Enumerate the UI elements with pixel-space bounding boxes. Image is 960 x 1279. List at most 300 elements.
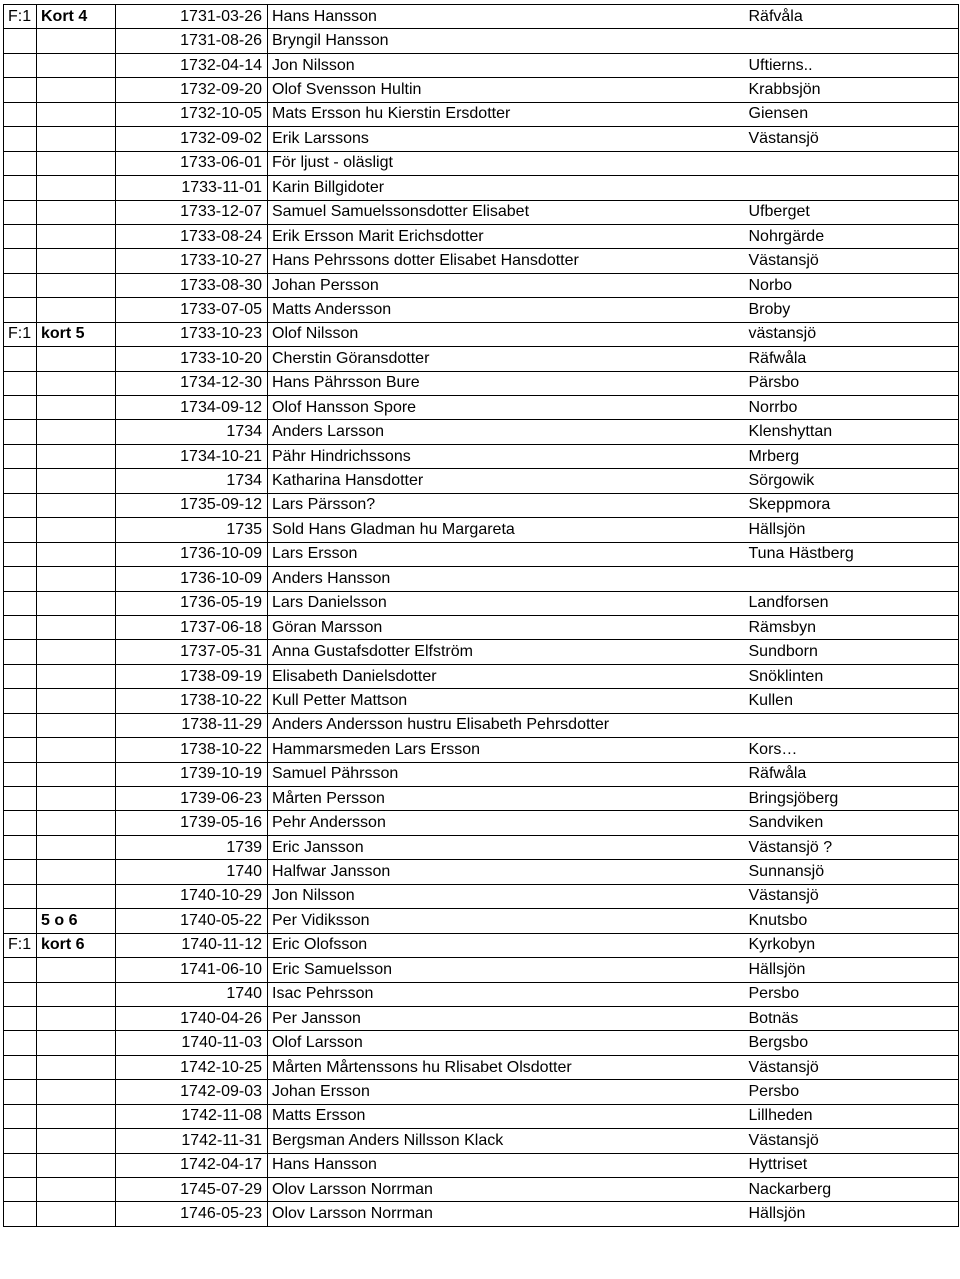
date-cell: 1737-06-18: [116, 615, 268, 639]
table-row: [4, 102, 959, 126]
name-cell: Kull Petter Mattson: [268, 689, 745, 713]
card-cell: [37, 664, 116, 688]
table-row: [4, 1104, 959, 1128]
table-row: [4, 469, 959, 493]
place-cell: Hällsjön: [745, 1202, 959, 1226]
table-row: [4, 615, 959, 639]
ref-cell: [4, 615, 37, 639]
name-cell: Halfwar Jansson: [268, 860, 745, 884]
name-cell: Eric Jansson: [268, 835, 745, 859]
ref-cell: [4, 567, 37, 591]
name-cell: Isac Pehrsson: [268, 982, 745, 1006]
place-cell: Persbo: [745, 1080, 959, 1104]
date-cell: 1736-05-19: [116, 591, 268, 615]
table-row: [4, 860, 959, 884]
name-cell: Samuel Pährsson: [268, 762, 745, 786]
table-row: [4, 982, 959, 1006]
date-cell: 1740: [116, 982, 268, 1006]
place-cell: Sundborn: [745, 640, 959, 664]
ref-cell: [4, 958, 37, 982]
date-cell: 1741-06-10: [116, 958, 268, 982]
ref-cell: [4, 762, 37, 786]
name-cell: Pehr Andersson: [268, 811, 745, 835]
card-cell: [37, 347, 116, 371]
card-cell: [37, 420, 116, 444]
place-cell: Tuna Hästberg: [745, 542, 959, 566]
card-cell: [37, 567, 116, 591]
date-cell: 1734-10-21: [116, 444, 268, 468]
place-cell: Snöklinten: [745, 664, 959, 688]
place-cell: Skeppmora: [745, 493, 959, 517]
card-cell: [37, 298, 116, 322]
ref-cell: [4, 811, 37, 835]
date-cell: 1733-08-30: [116, 273, 268, 297]
table-row: [4, 1178, 959, 1202]
name-cell: Eric Olofsson: [268, 933, 745, 957]
date-cell: 1731-08-26: [116, 29, 268, 53]
date-cell: 1731-03-26: [116, 5, 268, 29]
name-cell: Sold Hans Gladman hu Margareta: [268, 518, 745, 542]
name-cell: Bryngil Hansson: [268, 29, 745, 53]
ref-cell: [4, 591, 37, 615]
place-cell: [745, 713, 959, 737]
name-cell: Anders Andersson hustru Elisabeth Pehrsdotter: [268, 713, 745, 737]
ref-cell: [4, 53, 37, 77]
ref-cell: [4, 909, 37, 933]
table-row: [4, 909, 959, 933]
place-cell: Sandviken: [745, 811, 959, 835]
date-cell: 1746-05-23: [116, 1202, 268, 1226]
date-cell: 1736-10-09: [116, 567, 268, 591]
date-cell: 1733-11-01: [116, 176, 268, 200]
card-cell: [37, 640, 116, 664]
date-cell: 1745-07-29: [116, 1178, 268, 1202]
ref-cell: [4, 493, 37, 517]
place-cell: Västansjö: [745, 1129, 959, 1153]
table-row: [4, 762, 959, 786]
place-cell: Västansjö ?: [745, 835, 959, 859]
date-cell: 1734: [116, 469, 268, 493]
place-cell: [745, 151, 959, 175]
date-cell: 1732-10-05: [116, 102, 268, 126]
ref-cell: [4, 1104, 37, 1128]
name-cell: Olov Larsson Norrman: [268, 1202, 745, 1226]
card-cell: Kort 4: [37, 5, 116, 29]
date-cell: 1739-06-23: [116, 787, 268, 811]
card-cell: [37, 200, 116, 224]
name-cell: Pähr Hindrichssons: [268, 444, 745, 468]
table-row: [4, 1006, 959, 1030]
name-cell: Lars Ersson: [268, 542, 745, 566]
table-row: [4, 664, 959, 688]
place-cell: Norrbo: [745, 396, 959, 420]
card-cell: [37, 493, 116, 517]
table-row: [4, 542, 959, 566]
place-cell: Räfvåla: [745, 5, 959, 29]
name-cell: Olof Svensson Hultin: [268, 78, 745, 102]
date-cell: 1738-10-22: [116, 738, 268, 762]
table-row: [4, 29, 959, 53]
place-cell: Hällsjön: [745, 958, 959, 982]
name-cell: För ljust - oläsligt: [268, 151, 745, 175]
ref-cell: [4, 542, 37, 566]
card-cell: [37, 1031, 116, 1055]
place-cell: Kyrkobyn: [745, 933, 959, 957]
date-cell: 1737-05-31: [116, 640, 268, 664]
date-cell: 1734: [116, 420, 268, 444]
ref-cell: [4, 298, 37, 322]
ref-cell: [4, 224, 37, 248]
ref-cell: [4, 469, 37, 493]
name-cell: Per Jansson: [268, 1006, 745, 1030]
date-cell: 1740-11-12: [116, 933, 268, 957]
date-cell: 1739: [116, 835, 268, 859]
card-cell: [37, 151, 116, 175]
register-rows: [4, 5, 959, 1227]
card-cell: [37, 518, 116, 542]
table-row: [4, 787, 959, 811]
ref-cell: [4, 347, 37, 371]
name-cell: Hans Hansson: [268, 5, 745, 29]
date-cell: 1733-06-01: [116, 151, 268, 175]
name-cell: Lars Danielsson: [268, 591, 745, 615]
place-cell: Rämsbyn: [745, 615, 959, 639]
card-cell: [37, 444, 116, 468]
date-cell: 1740-10-29: [116, 884, 268, 908]
ref-cell: [4, 371, 37, 395]
place-cell: Landforsen: [745, 591, 959, 615]
card-cell: [37, 469, 116, 493]
date-cell: 1733-10-27: [116, 249, 268, 273]
name-cell: Katharina Hansdotter: [268, 469, 745, 493]
card-cell: [37, 273, 116, 297]
table-row: [4, 1153, 959, 1177]
card-cell: [37, 762, 116, 786]
card-cell: [37, 884, 116, 908]
place-cell: Klenshyttan: [745, 420, 959, 444]
place-cell: Botnäs: [745, 1006, 959, 1030]
ref-cell: F:1: [4, 5, 37, 29]
date-cell: 1734-09-12: [116, 396, 268, 420]
name-cell: Göran Marsson: [268, 615, 745, 639]
card-cell: [37, 591, 116, 615]
place-cell: Ufberget: [745, 200, 959, 224]
name-cell: Olof Nilsson: [268, 322, 745, 346]
ref-cell: [4, 1080, 37, 1104]
date-cell: 1736-10-09: [116, 542, 268, 566]
date-cell: 1732-09-02: [116, 127, 268, 151]
place-cell: Mrberg: [745, 444, 959, 468]
ref-cell: F:1: [4, 933, 37, 957]
ref-cell: [4, 176, 37, 200]
place-cell: Broby: [745, 298, 959, 322]
card-cell: [37, 127, 116, 151]
card-cell: [37, 1080, 116, 1104]
table-row: [4, 200, 959, 224]
ref-cell: [4, 1055, 37, 1079]
ref-cell: [4, 982, 37, 1006]
date-cell: 1733-10-23: [116, 322, 268, 346]
ref-cell: [4, 713, 37, 737]
card-cell: [37, 53, 116, 77]
place-cell: Sörgowik: [745, 469, 959, 493]
card-cell: [37, 78, 116, 102]
date-cell: 1742-11-08: [116, 1104, 268, 1128]
table-row: [4, 347, 959, 371]
place-cell: Sunnansjö: [745, 860, 959, 884]
place-cell: Giensen: [745, 102, 959, 126]
card-cell: [37, 860, 116, 884]
date-cell: 1740-05-22: [116, 909, 268, 933]
card-cell: [37, 102, 116, 126]
date-cell: 1740: [116, 860, 268, 884]
place-cell: Nohrgärde: [745, 224, 959, 248]
date-cell: 1738-11-29: [116, 713, 268, 737]
date-cell: 1738-09-19: [116, 664, 268, 688]
table-row: [4, 713, 959, 737]
table-row: [4, 689, 959, 713]
table-row: [4, 640, 959, 664]
table-row: [4, 811, 959, 835]
table-row: [4, 591, 959, 615]
place-cell: Västansjö: [745, 249, 959, 273]
name-cell: Mårten Persson: [268, 787, 745, 811]
table-row: [4, 371, 959, 395]
register-table: [3, 4, 959, 1227]
ref-cell: [4, 249, 37, 273]
card-cell: [37, 176, 116, 200]
name-cell: Cherstin Göransdotter: [268, 347, 745, 371]
date-cell: 1740-11-03: [116, 1031, 268, 1055]
card-cell: 5 o 6: [37, 909, 116, 933]
date-cell: 1742-10-25: [116, 1055, 268, 1079]
ref-cell: [4, 664, 37, 688]
card-cell: kort 6: [37, 933, 116, 957]
ref-cell: [4, 1006, 37, 1030]
table-row: [4, 738, 959, 762]
place-cell: Västansjö: [745, 127, 959, 151]
place-cell: Pärsbo: [745, 371, 959, 395]
date-cell: 1742-11-31: [116, 1129, 268, 1153]
place-cell: Lillheden: [745, 1104, 959, 1128]
card-cell: [37, 249, 116, 273]
date-cell: 1733-10-20: [116, 347, 268, 371]
place-cell: [745, 29, 959, 53]
card-cell: [37, 982, 116, 1006]
card-cell: [37, 224, 116, 248]
ref-cell: [4, 1202, 37, 1226]
date-cell: 1739-10-19: [116, 762, 268, 786]
date-cell: 1742-04-17: [116, 1153, 268, 1177]
name-cell: Matts Andersson: [268, 298, 745, 322]
name-cell: Per Vidiksson: [268, 909, 745, 933]
place-cell: Norbo: [745, 273, 959, 297]
ref-cell: [4, 1031, 37, 1055]
place-cell: Räfwåla: [745, 347, 959, 371]
card-cell: [37, 542, 116, 566]
place-cell: Hyttriset: [745, 1153, 959, 1177]
card-cell: [37, 396, 116, 420]
card-cell: [37, 371, 116, 395]
ref-cell: [4, 787, 37, 811]
table-row: [4, 151, 959, 175]
table-row: [4, 420, 959, 444]
table-row: [4, 493, 959, 517]
ref-cell: [4, 738, 37, 762]
table-row: [4, 884, 959, 908]
table-row: [4, 933, 959, 957]
table-row: [4, 1202, 959, 1226]
name-cell: Mats Ersson hu Kierstin Ersdotter: [268, 102, 745, 126]
name-cell: Hans Pährsson Bure: [268, 371, 745, 395]
place-cell: Räfwåla: [745, 762, 959, 786]
name-cell: Olof Hansson Spore: [268, 396, 745, 420]
ref-cell: [4, 78, 37, 102]
table-row: [4, 249, 959, 273]
date-cell: 1742-09-03: [116, 1080, 268, 1104]
name-cell: Olof Larsson: [268, 1031, 745, 1055]
table-row: [4, 78, 959, 102]
card-cell: [37, 787, 116, 811]
date-cell: 1738-10-22: [116, 689, 268, 713]
name-cell: Lars Pärsson?: [268, 493, 745, 517]
table-row: [4, 1129, 959, 1153]
name-cell: Bergsman Anders Nillsson Klack: [268, 1129, 745, 1153]
table-row: [4, 1031, 959, 1055]
ref-cell: [4, 689, 37, 713]
place-cell: Hällsjön: [745, 518, 959, 542]
place-cell: Kors…: [745, 738, 959, 762]
date-cell: 1732-04-14: [116, 53, 268, 77]
date-cell: 1733-08-24: [116, 224, 268, 248]
card-cell: [37, 811, 116, 835]
ref-cell: [4, 273, 37, 297]
ref-cell: [4, 420, 37, 444]
ref-cell: [4, 200, 37, 224]
name-cell: Anders Larsson: [268, 420, 745, 444]
ref-cell: [4, 444, 37, 468]
table-row: [4, 518, 959, 542]
card-cell: [37, 615, 116, 639]
table-row: [4, 396, 959, 420]
card-cell: [37, 1129, 116, 1153]
date-cell: 1733-07-05: [116, 298, 268, 322]
name-cell: Mårten Mårtenssons hu Rlisabet Olsdotter: [268, 1055, 745, 1079]
table-row: [4, 224, 959, 248]
card-cell: [37, 835, 116, 859]
name-cell: Johan Ersson: [268, 1080, 745, 1104]
ref-cell: [4, 1129, 37, 1153]
name-cell: Olov Larsson Norrman: [268, 1178, 745, 1202]
table-row: [4, 298, 959, 322]
card-cell: [37, 1178, 116, 1202]
ref-cell: [4, 518, 37, 542]
name-cell: Johan Persson: [268, 273, 745, 297]
date-cell: 1739-05-16: [116, 811, 268, 835]
ref-cell: [4, 396, 37, 420]
card-cell: [37, 1153, 116, 1177]
date-cell: 1740-04-26: [116, 1006, 268, 1030]
table-row: [4, 176, 959, 200]
name-cell: Erik Larssons: [268, 127, 745, 151]
table-row: [4, 53, 959, 77]
name-cell: Jon Nilsson: [268, 884, 745, 908]
ref-cell: [4, 640, 37, 664]
place-cell: Uftierns..: [745, 53, 959, 77]
place-cell: Västansjö: [745, 884, 959, 908]
ref-cell: [4, 1153, 37, 1177]
card-cell: [37, 958, 116, 982]
ref-cell: [4, 29, 37, 53]
place-cell: Bringsjöberg: [745, 787, 959, 811]
date-cell: 1732-09-20: [116, 78, 268, 102]
table-row: [4, 127, 959, 151]
name-cell: Elisabeth Danielsdotter: [268, 664, 745, 688]
ref-cell: [4, 860, 37, 884]
ref-cell: [4, 102, 37, 126]
table-row: [4, 958, 959, 982]
table-row: [4, 322, 959, 346]
name-cell: Matts Ersson: [268, 1104, 745, 1128]
place-cell: Krabbsjön: [745, 78, 959, 102]
card-cell: [37, 1104, 116, 1128]
place-cell: Persbo: [745, 982, 959, 1006]
place-cell: Knutsbo: [745, 909, 959, 933]
card-cell: [37, 29, 116, 53]
name-cell: Hans Pehrssons dotter Elisabet Hansdotter: [268, 249, 745, 273]
name-cell: Hammarsmeden Lars Ersson: [268, 738, 745, 762]
card-cell: [37, 1055, 116, 1079]
date-cell: 1735-09-12: [116, 493, 268, 517]
name-cell: Erik Ersson Marit Erichsdotter: [268, 224, 745, 248]
name-cell: Karin Billgidoter: [268, 176, 745, 200]
table-row: [4, 835, 959, 859]
place-cell: Västansjö: [745, 1055, 959, 1079]
card-cell: [37, 1202, 116, 1226]
table-row: [4, 567, 959, 591]
card-cell: [37, 738, 116, 762]
ref-cell: [4, 127, 37, 151]
name-cell: Anna Gustafsdotter Elfström: [268, 640, 745, 664]
place-cell: Kullen: [745, 689, 959, 713]
card-cell: [37, 1006, 116, 1030]
table-row: [4, 1055, 959, 1079]
place-cell: Nackarberg: [745, 1178, 959, 1202]
card-cell: [37, 689, 116, 713]
ref-cell: [4, 884, 37, 908]
ref-cell: [4, 1178, 37, 1202]
table-row: [4, 273, 959, 297]
date-cell: 1734-12-30: [116, 371, 268, 395]
date-cell: 1733-12-07: [116, 200, 268, 224]
ref-cell: F:1: [4, 322, 37, 346]
table-row: [4, 1080, 959, 1104]
table-row: [4, 444, 959, 468]
ref-cell: [4, 835, 37, 859]
name-cell: Hans Hansson: [268, 1153, 745, 1177]
name-cell: Samuel Samuelssonsdotter Elisabet: [268, 200, 745, 224]
name-cell: Anders Hansson: [268, 567, 745, 591]
place-cell: västansjö: [745, 322, 959, 346]
table-row: [4, 5, 959, 29]
place-cell: [745, 567, 959, 591]
card-cell: kort 5: [37, 322, 116, 346]
date-cell: 1735: [116, 518, 268, 542]
name-cell: Eric Samuelsson: [268, 958, 745, 982]
place-cell: Bergsbo: [745, 1031, 959, 1055]
ref-cell: [4, 151, 37, 175]
place-cell: [745, 176, 959, 200]
